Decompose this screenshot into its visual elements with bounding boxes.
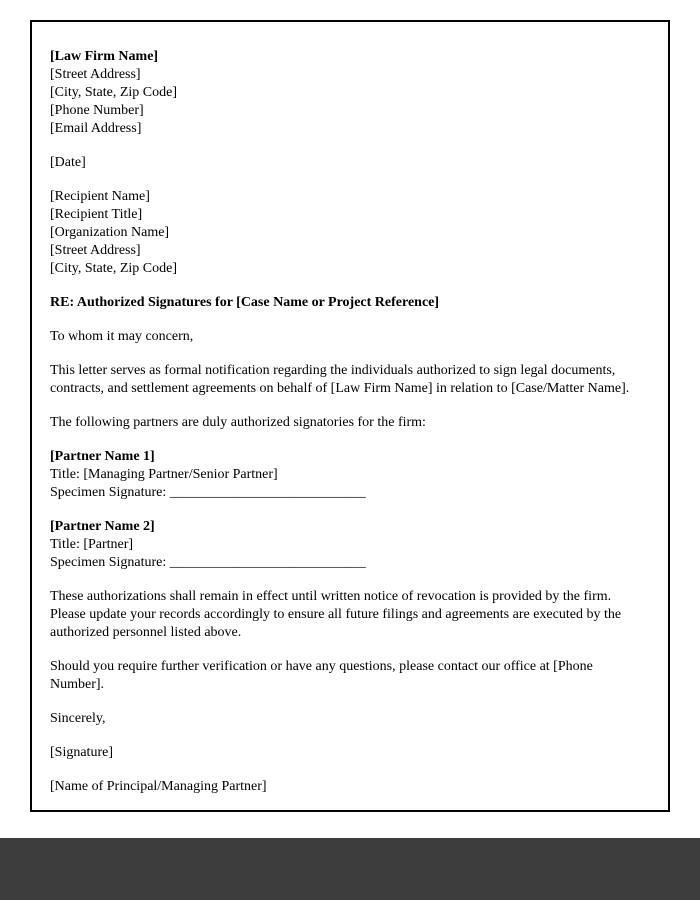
firm-street-address: [Street Address]	[50, 67, 141, 82]
partner-1-name: [Partner Name 1]	[50, 449, 155, 464]
partner-1-title: Title: [Managing Partner/Senior Partner]	[50, 467, 278, 482]
contact-paragraph: Should you require further verification or have any questions, please contact our office at [Phone Number].	[50, 659, 593, 692]
firm-email-address: [Email Address]	[50, 121, 142, 136]
partner-2-name: [Partner Name 2]	[50, 519, 155, 534]
intro-paragraph: This letter serves as formal notification regarding the individuals authorized to sign legal documents, contracts, and settlement agreements on behalf of [Law Firm Name] in relation to [Case/Matter Name].	[50, 363, 630, 396]
signer-name: [Name of Principal/Managing Partner]	[50, 779, 267, 794]
date-block	[50, 154, 648, 172]
recipient-address-block	[50, 188, 648, 278]
lead-in-paragraph: The following partners are duly authorized signatories for the firm:	[50, 415, 426, 430]
partner-2-signature-line: Specimen Signature: ____________________________	[50, 555, 366, 570]
subject-line: RE: Authorized Signatures for [Case Name or Project Reference]	[50, 295, 440, 310]
signer-name-block	[50, 778, 648, 796]
partner-1-signature-line: Specimen Signature: ____________________________	[50, 485, 366, 500]
salutation-block	[50, 328, 648, 346]
partner-2-block	[50, 518, 648, 572]
partner-2-title: Title: [Partner]	[50, 537, 134, 552]
letter-date: [Date]	[50, 155, 86, 170]
firm-city-state-zip: [City, State, Zip Code]	[50, 85, 178, 100]
letter-page	[30, 20, 670, 812]
signature-block	[50, 744, 648, 762]
closing: Sincerely,	[50, 711, 106, 726]
partner-1-block	[50, 448, 648, 502]
closing-block	[50, 710, 648, 728]
recipient-city-state-zip: [City, State, Zip Code]	[50, 261, 178, 276]
signature-placeholder: [Signature]	[50, 745, 113, 760]
recipient-title: [Recipient Title]	[50, 207, 143, 222]
subject-line-block	[50, 294, 648, 312]
firm-name: [Law Firm Name]	[50, 49, 159, 64]
recipient-name: [Recipient Name]	[50, 189, 150, 204]
firm-address-block	[50, 48, 648, 138]
recipient-street-address: [Street Address]	[50, 243, 141, 258]
salutation: To whom it may concern,	[50, 329, 194, 344]
viewer-footer-band	[0, 838, 700, 900]
recipient-organization: [Organization Name]	[50, 225, 170, 240]
effect-paragraph: These authorizations shall remain in effect until written notice of revocation is provided by the firm. Please update your records accordingly to ensure all future filings and agreements are executed by the authorized personnel listed above.	[50, 589, 622, 640]
firm-phone-number: [Phone Number]	[50, 103, 144, 118]
